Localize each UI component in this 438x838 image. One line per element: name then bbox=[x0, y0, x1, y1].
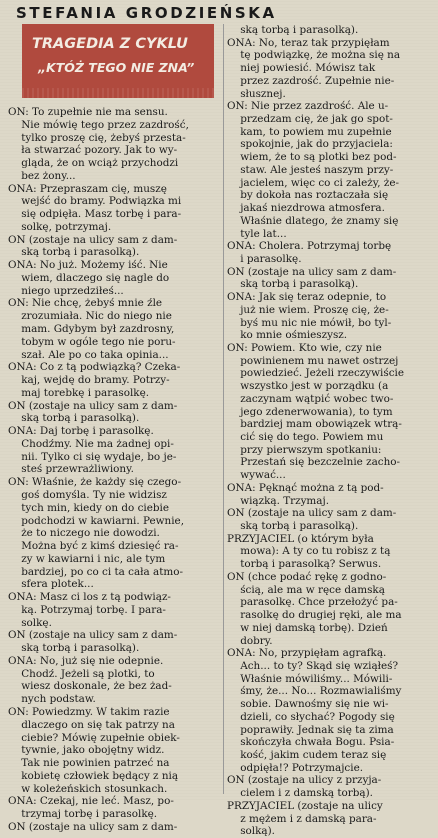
author-byline: STEFANIA GRODZIEŃSKA bbox=[16, 4, 277, 22]
text-line: ON: Nie przez zazdrość. Ale u- bbox=[227, 100, 389, 113]
text-line: jego zdenerwowania), to tym bbox=[227, 405, 393, 418]
text-line: dzieli, co słychać? Pogody się bbox=[227, 710, 395, 723]
text-line: wiązką. Trzymaj. bbox=[227, 494, 330, 507]
text-line: wejść do bramy. Podwiązka mi bbox=[8, 195, 182, 208]
text-line: Właśnie dlatego, że znamy się bbox=[227, 214, 399, 227]
text-line: ON (zostaje na ulicy sam z dam- bbox=[227, 265, 397, 278]
text-line: ską torbą i parasolką). bbox=[8, 642, 140, 655]
text-line: Ach... to ty? Skąd się wziąłeś? bbox=[227, 659, 399, 672]
text-line: ONA: No, przypięłam agrafką. bbox=[227, 647, 387, 660]
text-line: jacielem, więc co ci zależy, że- bbox=[227, 176, 400, 189]
text-line: cielem i z damską torbą). bbox=[227, 787, 373, 800]
text-line: wiem, dlaczego się nagle do bbox=[8, 271, 170, 284]
text-line: sobie. Dawnośmy się nie wi- bbox=[227, 698, 389, 711]
text-line: solką). bbox=[227, 825, 275, 838]
text-line: ON (zostaje na ulicy sam z dam- bbox=[8, 820, 178, 833]
text-line: ON (zostaje na ulicy sam z dam- bbox=[8, 233, 178, 246]
text-line: ką. Potrzymaj torbę. I para- bbox=[8, 603, 166, 616]
text-line: ską torbą i parasolką). bbox=[8, 412, 140, 425]
text-line: ONA: No już. Możemy iść. Nie bbox=[8, 259, 168, 272]
text-line: ską torbą i parasolką). bbox=[227, 24, 359, 36]
text-line: skończyła chwała Bogu. Psia- bbox=[227, 736, 395, 749]
text-line: ską torbą i parasolką). bbox=[8, 246, 140, 259]
text-line: się odpięła. Masz torbę i para- bbox=[8, 208, 182, 221]
text-line: byś mu nic nie mówił, bo tyl- bbox=[227, 316, 392, 329]
text-line: ła stwarzać pozory. Jak to wy- bbox=[8, 144, 178, 157]
text-line: Można być z kimś dziesięć ra- bbox=[8, 540, 179, 553]
text-line: śmy, że... No... Rozmawialiśmy bbox=[227, 685, 402, 698]
text-line: cić się do tego. Powiem mu bbox=[227, 431, 384, 443]
text-line: gląda, że on wciąż przychodzi bbox=[8, 157, 179, 170]
text-line: ko mnie ośmieszysz. bbox=[227, 329, 348, 342]
text-line: wiesz doskonale, że bez żad- bbox=[8, 680, 172, 693]
title-line-2: „KTÓŻ TEGO NIE ZNA” bbox=[38, 60, 195, 75]
text-line: dobry. bbox=[227, 634, 273, 647]
text-line: bardziej mam obowiązek wtrą- bbox=[227, 418, 402, 431]
text-line: nii. Tylko ci się wydaje, bo je- bbox=[8, 450, 177, 463]
text-line: poprawiły. Jednak się ta zima bbox=[227, 723, 394, 736]
text-line: trzymaj torbę i parasolkę. bbox=[8, 808, 158, 821]
text-line: ON: Powiedzmy. W takim razie bbox=[8, 705, 170, 718]
text-line: ską torbą i parasolką). bbox=[227, 278, 359, 291]
text-line: tyle lat... bbox=[227, 227, 287, 240]
text-line: ścią, ale ma w ręce damską bbox=[227, 583, 385, 596]
text-line: ską torbą i parasolką). bbox=[227, 520, 359, 533]
text-line: ONA: Pęknąć można z tą pod- bbox=[227, 481, 384, 494]
text-line: tylko proszę cię, żebyś przesta- bbox=[8, 131, 186, 144]
text-line: niej powiesić. Mówisz tak bbox=[227, 62, 376, 75]
text-line: tę podwiązkę, że można się na bbox=[227, 49, 401, 62]
text-line: tych min, kiedy on do ciebie bbox=[8, 501, 170, 514]
text-line: ON: Właśnie, że każdy się czego- bbox=[8, 476, 182, 489]
text-line: ONA: No, teraz tak przypięłam bbox=[227, 36, 390, 49]
text-line: ONA: Masz ci los z tą podwiąz- bbox=[8, 591, 171, 604]
text-line: tywnie, jako obojętny widz. bbox=[8, 744, 165, 757]
text-line: ON (zostaje na ulicy sam z dam- bbox=[8, 399, 178, 412]
text-line: mowa): A ty co tu robisz z tą bbox=[227, 545, 391, 558]
text-line: wiem, że to są plotki bez pod- bbox=[227, 151, 397, 164]
text-line: wywać... bbox=[227, 469, 286, 482]
text-line: steś przewrażliwiony. bbox=[8, 463, 134, 476]
right-column bbox=[227, 24, 431, 838]
text-line: Przestań się bezczelnie zacho- bbox=[227, 456, 401, 469]
text-line: ONA: Czekaj, nie leć. Masz, po- bbox=[8, 795, 174, 808]
text-line: przez zazdrość. Zupełnie nie- bbox=[227, 74, 395, 87]
text-line: przy pierwszym spotkaniu: bbox=[227, 443, 382, 456]
text-line: zy w kawiarni i nic, ale tym bbox=[8, 552, 166, 565]
column-divider bbox=[223, 24, 224, 794]
text-line: i parasolkę. bbox=[227, 252, 302, 265]
title-line-1: TRAGEDIA Z CYKLU bbox=[32, 36, 188, 52]
text-line: ONA: Jak się teraz odepnie, to bbox=[227, 291, 387, 304]
text-line: w niej damską torbę). Dzień bbox=[227, 621, 388, 634]
text-line: odpięła!? Potrzymajcie. bbox=[227, 761, 364, 774]
text-line: kaj, wejdę do bramy. Potrzy- bbox=[8, 374, 170, 387]
text-line: by dokoła nas roztaczała się bbox=[227, 189, 389, 202]
text-line: ON: To zupełnie nie ma sensu. bbox=[8, 106, 168, 118]
left-column-text bbox=[8, 106, 220, 834]
text-line: ONA: Cholera. Potrzymaj torbę bbox=[227, 240, 392, 253]
text-line: ONA: Przepraszam cię, muszę bbox=[8, 182, 167, 195]
text-line: powinienem mu nawet ostrzej bbox=[227, 354, 399, 367]
text-line: z mężem i z damską para- bbox=[227, 812, 377, 825]
text-line: szał. Ale po co taka opinia... bbox=[8, 348, 169, 361]
text-line: mam. Gdybym był zazdrosny, bbox=[8, 323, 175, 336]
article-body bbox=[8, 24, 432, 838]
text-line: PRZYJACIEL (o którym była bbox=[227, 532, 374, 545]
text-line: rasolkę do drugiej ręki, ale ma bbox=[227, 609, 402, 622]
text-line: powiedzieć. Jeżeli rzeczywiście bbox=[227, 367, 404, 380]
text-line: ONA: Daj torbę i parasolkę. bbox=[8, 425, 154, 438]
text-line: kość, jakim cudem teraz się bbox=[227, 748, 387, 761]
text-line: zrozumiała. Nic do niego nie bbox=[8, 310, 172, 323]
text-line: goś domyśla. Ty nie widzisz bbox=[8, 488, 167, 501]
text-line: niego uprzedziłeś... bbox=[8, 284, 124, 297]
text-line: torbą i parasolką? Serwus. bbox=[227, 558, 382, 571]
text-line: ciebie? Mówię zupełnie obiek- bbox=[8, 731, 180, 744]
text-line: ON (zostaje na ulicy z przyja- bbox=[227, 774, 382, 787]
text-line: Chodźmy. Nie ma żadnej opi- bbox=[8, 437, 174, 450]
text-line: że to niczego nie dowodzi. bbox=[8, 527, 160, 540]
text-line: ON: Powiem. Kto wie, czy nie bbox=[227, 341, 382, 354]
text-line: ONA: Co z tą podwiązką? Czeka- bbox=[8, 361, 181, 374]
text-line: kobietę człowiek będący z nią bbox=[8, 769, 179, 782]
text-line: przedzam cię, że jak go spot- bbox=[227, 113, 393, 126]
text-line: zaczynam wątpić wobec two- bbox=[227, 392, 394, 405]
text-line: nych podstaw. bbox=[8, 693, 96, 706]
text-line: ON: Nie chcę, żebyś mnie źle bbox=[8, 297, 163, 310]
text-line: solkę, potrzymaj. bbox=[8, 220, 112, 233]
text-line: tobym w ogóle tego nie poru- bbox=[8, 335, 176, 348]
text-line: bardziej, po co ci ta cała atmo- bbox=[8, 565, 184, 578]
text-line: Właśnie mówiliśmy... Mówili- bbox=[227, 672, 393, 685]
left-column bbox=[8, 24, 220, 834]
text-line: sfera plotek... bbox=[8, 578, 94, 591]
text-line: maj torebkę i parasolkę. bbox=[8, 386, 150, 399]
text-line: wszystko jest w porządku (a bbox=[227, 380, 389, 393]
text-line: podchodzi w kawiarni. Pewnie, bbox=[8, 514, 185, 527]
text-line: już nie wiem. Proszę cię, że- bbox=[227, 303, 389, 316]
text-line: kam, to powiem mu zupełnie bbox=[227, 125, 392, 138]
text-line: Chodź. Jeżeli są plotki, to bbox=[8, 667, 155, 680]
text-line: jakaś niezdrowa atmosfera. bbox=[227, 202, 385, 215]
right-column-text bbox=[227, 24, 431, 838]
text-line: staw. Ale jesteś naszym przy- bbox=[227, 163, 394, 176]
text-line: ONA: No, już się nie odepnie. bbox=[8, 654, 164, 667]
text-line: ON (chce podać rękę z godno- bbox=[227, 570, 387, 583]
text-line: solkę. bbox=[8, 616, 52, 629]
text-line: ON (zostaje na ulicy sam z dam- bbox=[8, 629, 178, 642]
text-line: bez żony... bbox=[8, 169, 76, 182]
text-line: PRZYJACIEL (zostaje na ulicy bbox=[227, 799, 383, 812]
text-line: słusznej. bbox=[227, 87, 286, 100]
text-line: ON (zostaje na ulicy sam z dam- bbox=[227, 507, 397, 520]
text-line: Nie mówię tego przez zazdrość, bbox=[8, 118, 189, 131]
text-line: spokojnie, jak do przyjaciela: bbox=[227, 138, 393, 151]
text-line: parasolkę. Chce przełożyć pa- bbox=[227, 596, 398, 609]
title-banner bbox=[22, 24, 214, 98]
text-line: dlaczego on się tak patrzy na bbox=[8, 718, 175, 731]
text-line: w koleżeńskich stosunkach. bbox=[8, 782, 168, 795]
text-line: Tak nie powinien patrzeć na bbox=[8, 757, 170, 770]
